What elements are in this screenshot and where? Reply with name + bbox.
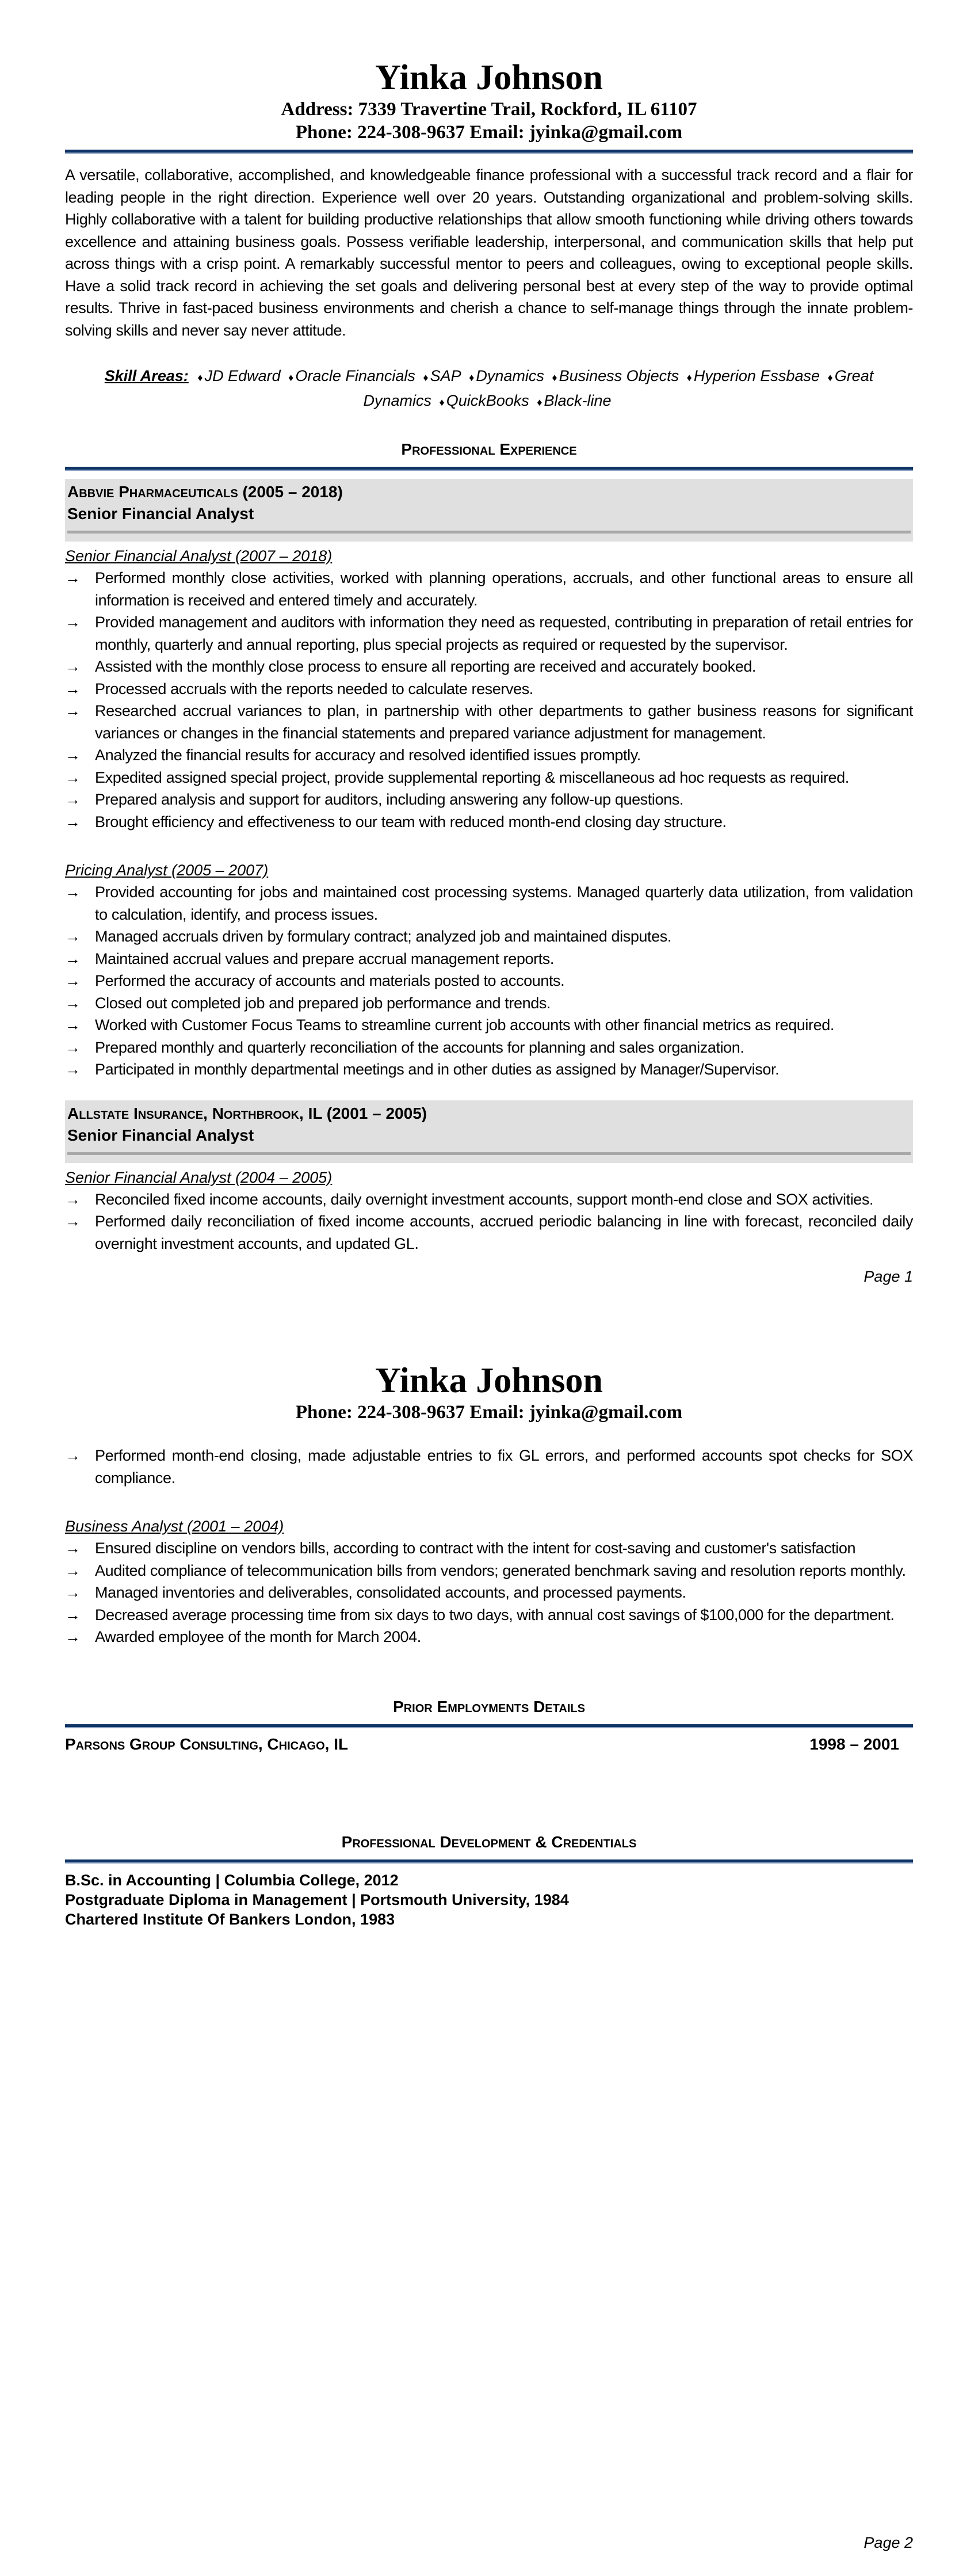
arrow-bullet-icon: →	[65, 813, 81, 830]
bullet-text: Audited compliance of telecommunication bills from vendors; generated benchmark saving and resolution reports monthly.	[95, 1561, 906, 1579]
company-name: Allstate Insurance, Northbrook, IL (2001 – 2005)	[67, 1104, 427, 1122]
job-title: Senior Financial Analyst	[67, 505, 254, 523]
bullet-list	[65, 567, 913, 833]
bullet-item	[65, 811, 913, 833]
credential: B.Sc. in Accounting | Columbia College, 2012	[65, 1871, 399, 1889]
bullet-text: Managed inventories and deliverables, consolidated accounts, and processed payments.	[95, 1584, 686, 1601]
skill: ♦ SAP	[423, 367, 461, 384]
bullet-text: Reconciled fixed income accounts, daily overnight investment accounts, support month-end close and SOX activities.	[95, 1190, 874, 1208]
bullet-text: Maintained accrual values and prepare accrual management reports.	[95, 950, 554, 967]
bullet-text: Participated in monthly departmental meetings and in other duties as assigned by Manager/Supervisor.	[95, 1061, 780, 1078]
divider	[67, 531, 911, 534]
divider	[65, 1724, 913, 1728]
role-title: Senior Financial Analyst (2007 – 2018)	[65, 547, 333, 565]
arrow-bullet-icon: →	[65, 569, 81, 586]
bullet-item	[65, 700, 913, 744]
skill: ♦ Dynamics	[469, 367, 544, 384]
bullet-item	[65, 1037, 913, 1059]
skill: ♦ Black-line	[537, 392, 611, 409]
skill: ♦ Hyperion Essbase	[687, 367, 820, 384]
bullet-text: Analyzed the financial results for accuracy and resolved identified issues promptly.	[95, 746, 641, 764]
bullet-item	[65, 1604, 913, 1626]
bullet-text: Performed daily reconciliation of fixed income accounts, accrued periodic balancing in line with forecast, reconciled daily overnight investment accounts, and updated GL.	[95, 1213, 913, 1252]
bullet-item	[65, 744, 913, 767]
bullet-item	[65, 1582, 913, 1604]
resume-page-2	[0, 1310, 978, 2576]
company-header	[65, 479, 913, 542]
bullet-item	[65, 611, 913, 656]
skill: ♦ Oracle Financials	[288, 367, 415, 384]
bullet-item	[65, 567, 913, 611]
role-title: Business Analyst (2001 – 2004)	[65, 1518, 284, 1535]
arrow-bullet-icon: →	[65, 1447, 81, 1464]
summary: A versatile, collaborative, accomplished, and knowledgeable finance professional with a successful track record and a flair for leading people in the right direction. Experience well over 20 years. Outstanding organizational and problem-solving skills. Highly collaborative with a talent for building productive relationships that allow smooth functioning while driving others towards excellence and attaining business goals. Possess verifiable leadership, interpersonal, and communication skills that help put across things with a crisp point. A remarkably successful mentor to peers and colleagues, owing to exceptional people skills. Have a solid track record in achieving the set goals and delivering personal best at every step of the way to provide optimal results. Thrive in fast-paced business environments and cherish a chance to self-manage things through the innate problem-solving skills and never say never attitude.	[65, 166, 913, 339]
arrow-bullet-icon: →	[65, 1061, 81, 1078]
bullet-item	[65, 1626, 913, 1648]
bullet-text: Brought efficiency and effectiveness to our team with reduced month-end closing day structure.	[95, 813, 727, 830]
bullet-item	[65, 1445, 913, 1489]
bullet-text: Ensured discipline on vendors bills, according to contract with the intent for cost-saving and customer's satisfaction	[95, 1539, 856, 1557]
section-heading-experience: Professional Experience	[401, 440, 577, 458]
arrow-bullet-icon: →	[65, 768, 81, 786]
credential: Chartered Institute Of Bankers London, 1983	[65, 1910, 395, 1928]
divider	[65, 150, 913, 154]
bullet-item	[65, 1560, 913, 1582]
bullet-text: Processed accruals with the reports needed to calculate reserves.	[95, 680, 533, 698]
prior-employment	[65, 1734, 913, 1755]
arrow-bullet-icon: →	[65, 1628, 81, 1645]
bullet-text: Provided management and auditors with information they need as requested, contributing in preparation of retail entries for monthly, quarterly and annual reporting, plus special projects as required or requested by the supervisor.	[95, 613, 913, 653]
bullet-list	[65, 1188, 913, 1255]
bullet-item	[65, 948, 913, 970]
arrow-bullet-icon: →	[65, 702, 81, 719]
arrow-bullet-icon: →	[65, 1584, 81, 1601]
arrow-bullet-icon: →	[65, 746, 81, 764]
arrow-bullet-icon: →	[65, 1606, 81, 1624]
bullet-text: Performed the accuracy of accounts and materials posted to accounts.	[95, 972, 565, 989]
bullet-text: Prepared monthly and quarterly reconciliation of the accounts for planning and sales organization.	[95, 1038, 744, 1056]
bullet-text: Assisted with the monthly close process to ensure all reporting are received and accurately booked.	[95, 658, 757, 675]
arrow-bullet-icon: →	[65, 1539, 81, 1557]
arrow-bullet-icon: →	[65, 1190, 81, 1208]
bullet-text: Managed accruals driven by formulary contract; analyzed job and maintained disputes.	[95, 928, 671, 945]
bullet-item	[65, 1188, 913, 1211]
skill: ♦ Business Objects	[552, 367, 679, 384]
bullet-text: Provided accounting for jobs and maintained cost processing systems. Managed quarterly data utilization, from validation to calculation, identify, and process issues.	[95, 883, 913, 923]
role-title: Senior Financial Analyst (2004 – 2005)	[65, 1168, 333, 1186]
candidate-name: Yinka Johnson	[375, 58, 603, 97]
bullet-item	[65, 656, 913, 678]
bullet-item	[65, 1014, 913, 1037]
bullet-item	[65, 1537, 913, 1560]
bullet-list	[65, 1445, 913, 1489]
arrow-bullet-icon: →	[65, 1561, 81, 1579]
bullet-item	[65, 970, 913, 992]
skill: ♦ QuickBooks	[440, 392, 529, 409]
bullet-text: Closed out completed job and prepared job performance and trends.	[95, 994, 551, 1012]
arrow-bullet-icon: →	[65, 928, 81, 945]
bullet-item	[65, 678, 913, 700]
arrow-bullet-icon: →	[65, 950, 81, 967]
bullet-text: Awarded employee of the month for March 2004.	[95, 1628, 421, 1645]
bullet-text: Performed month-end closing, made adjustable entries to fix GL errors, and performed accounts spot checks for SOX compliance.	[95, 1447, 913, 1487]
bullet-item	[65, 788, 913, 811]
bullet-text: Prepared analysis and support for auditors, including answering any follow-up questions.	[95, 791, 683, 808]
bullet-item	[65, 881, 913, 925]
skill-areas	[65, 364, 913, 414]
job-title: Senior Financial Analyst	[67, 1126, 254, 1144]
page-number: Page 1	[864, 1268, 913, 1285]
arrow-bullet-icon: →	[65, 994, 81, 1012]
prior-company: Parsons Group Consulting, Chicago, IL	[65, 1735, 349, 1753]
page-number: Page 2	[864, 2534, 913, 2551]
prior-years: 1998 – 2001	[809, 1735, 899, 1753]
phone-email: Phone: 224-308-9637 Email: jyinka@gmail.com	[295, 1402, 683, 1423]
bullet-list	[65, 1537, 913, 1648]
bullet-list	[65, 881, 913, 1081]
skill-areas-label: Skill Areas:	[104, 367, 189, 384]
bullet-text: Researched accrual variances to plan, in partnership with other departments to gather business reasons for significant variances or changes in the financial statements and prepared variance adjustment for management.	[95, 702, 913, 742]
arrow-bullet-icon: →	[65, 1038, 81, 1056]
divider	[65, 467, 913, 471]
bullet-item	[65, 992, 913, 1015]
arrow-bullet-icon: →	[65, 1016, 81, 1034]
candidate-name: Yinka Johnson	[375, 1361, 603, 1400]
arrow-bullet-icon: →	[65, 658, 81, 675]
company-name: Abbvie Pharmaceuticals (2005 – 2018)	[67, 483, 343, 501]
arrow-bullet-icon: →	[65, 972, 81, 989]
credential: Postgraduate Diploma in Management | Portsmouth University, 1984	[65, 1891, 569, 1908]
arrow-bullet-icon: →	[65, 883, 81, 901]
bullet-text: Expedited assigned special project, provide supplemental reporting & miscellaneous ad hoc requests as required.	[95, 768, 849, 786]
address: Address: 7339 Travertine Trail, Rockford, IL 61107	[281, 99, 697, 120]
bullet-item	[65, 925, 913, 948]
skill: ♦ Great Dynamics	[363, 367, 873, 409]
arrow-bullet-icon: →	[65, 791, 81, 808]
section-heading-credentials: Professional Development & Credentials	[341, 1832, 637, 1851]
arrow-bullet-icon: →	[65, 613, 81, 631]
section-heading-prior: Prior Employments Details	[393, 1697, 585, 1716]
bullet-text: Worked with Customer Focus Teams to streamline current job accounts with other financial metrics as required.	[95, 1016, 834, 1034]
skill: ♦ JD Edward	[197, 367, 280, 384]
divider	[65, 1859, 913, 1864]
arrow-bullet-icon: →	[65, 1213, 81, 1230]
bullet-item	[65, 1210, 913, 1255]
arrow-bullet-icon: →	[65, 680, 81, 698]
divider	[67, 1152, 911, 1155]
bullet-text: Performed monthly close activities, worked with planning operations, accruals, and other functional areas to ensure all information is received and entered timely and accurately.	[95, 569, 913, 609]
phone-email: Phone: 224-308-9637 Email: jyinka@gmail.com	[295, 122, 683, 143]
bullet-item	[65, 1058, 913, 1081]
bullet-item	[65, 767, 913, 789]
company-header	[65, 1100, 913, 1163]
bullet-text: Decreased average processing time from six days to two days, with annual cost savings of $100,000 for the department.	[95, 1606, 895, 1624]
role-title: Pricing Analyst (2005 – 2007)	[65, 862, 269, 879]
